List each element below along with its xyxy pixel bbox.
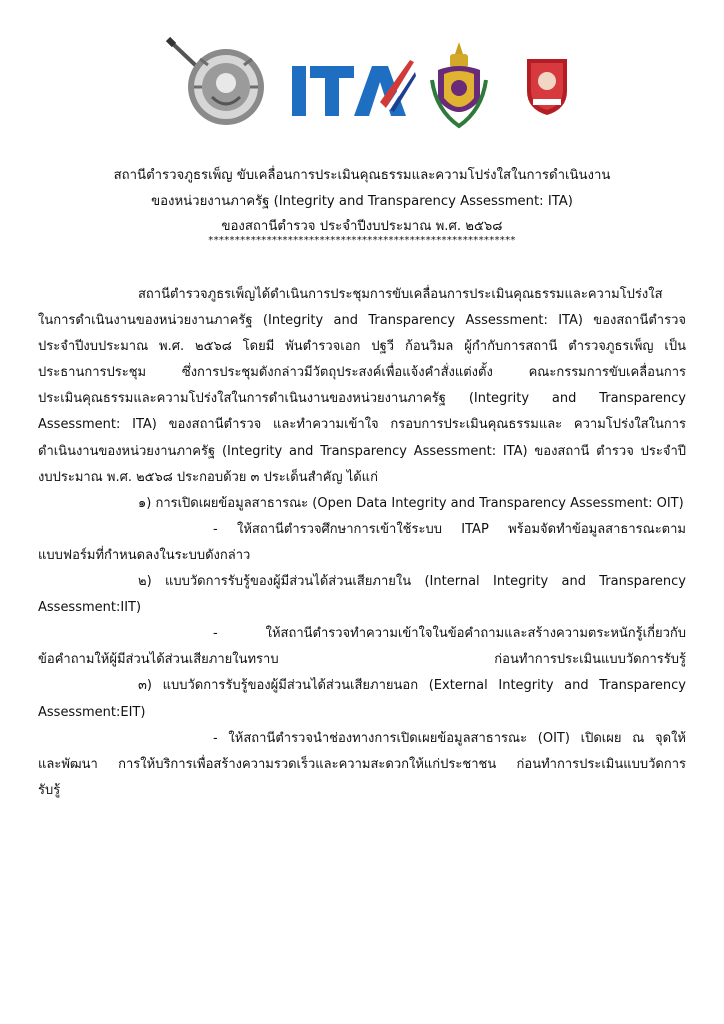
item-2-heading: ๒) แบบวัดการรับรู้ของผู้มีส่วนได้ส่วนเสียภายใน (Internal Integrity and Transparency [138, 574, 686, 590]
paragraph-line: ประเมินคุณธรรมและความโปร่งใสในการดำเนินงานของหน่วยงานภาครัฐ (Integrity and Transparency [38, 391, 686, 407]
ita-logo-icon [288, 58, 416, 120]
paragraph-line: ในการดำเนินงานของหน่วยงานภาครัฐ (Integrity and Transparency Assessment: ITA) ของสถานีตำรวจ [38, 313, 686, 329]
paragraph-line: Assessment: ITA) ของสถานีตำรวจ และทำความเข้าใจ กรอบการประเมินคุณธรรมและ ความโปร่งใสในการ [38, 417, 686, 433]
title-line-2: ของหน่วยงานภาครัฐ (Integrity and Transparency Assessment: ITA) [151, 194, 573, 209]
ministry-crest-icon [430, 40, 488, 130]
separator-stars: ********************************************************** [208, 235, 516, 246]
item-2-bullet: - ให้สถานีตำรวจทำความเข้าใจในข้อคำถามและสร้างความตระหนักรู้เกี่ยวกับ [213, 626, 686, 642]
item-2-bullet-cont [38, 647, 686, 673]
royal-thai-police-emblem-icon [164, 35, 274, 130]
paragraph-line: งบประมาณ พ.ศ. ๒๕๖๘ ประกอบด้วย ๓ ประเด็นสำคัญ ได้แก่ [38, 469, 378, 485]
item-2-bullet-cont-left: ข้อคำถามให้ผู้มีส่วนได้ส่วนเสียภายในทราบ [38, 652, 279, 668]
police-shield-icon [523, 55, 571, 117]
paragraph-line: ดำเนินงานของหน่วยงานภาครัฐ (Integrity and Transparency Assessment: ITA) ของสถานี ตำรวจ ประจำปี [38, 443, 686, 459]
paragraph-line: ประจำปีงบประมาณ พ.ศ. ๒๕๖๘ โดยมี พันตำรวจเอก ปฐวี ก้อนวิมล ผู้กำกับการสถานี ตำรวจภูธรเพ็ญ เป็น [38, 339, 686, 355]
paragraph-line: ประธานการประชุม ซึ่งการประชุมดังกล่าวมีวัตถุประสงค์เพื่อแจ้งคำสั่งแต่งตั้ง คณะกรรมการขับเคลื่อนการ [38, 365, 686, 381]
svg-text:ITA: ITA [352, 104, 354, 105]
paragraph-line: สถานีตำรวจภูธรเพ็ญได้ดำเนินการประชุมการขับเคลื่อนการประเมินคุณธรรมและความโปร่งใส [138, 287, 663, 302]
article-body [38, 282, 686, 804]
item-3-heading-cont: Assessment:EIT) [38, 704, 146, 720]
item-2-heading-cont: Assessment:IIT) [38, 600, 142, 616]
item-1-heading: ๑) การเปิดเผยข้อมูลสาธารณะ (Open Data Integrity and Transparency Assessment: OIT) [138, 495, 684, 511]
logo-row [0, 30, 724, 135]
title-line-1: สถานีตำรวจภูธรเพ็ญ ขับเคลื่อนการประเมินคุณธรรมและความโปร่งใสในการดำเนินงาน [113, 168, 611, 183]
item-1-bullet: - ให้สถานีตำรวจศึกษาการเข้าใช้ระบบ ITAP พร้อมจัดทำข้อมูลสาธารณะตาม [213, 521, 686, 537]
item-2-bullet-cont-right: ก่อนทำการประเมินแบบวัดการรับรู้ [494, 652, 686, 668]
item-3-bullet: - ให้สถานีตำรวจนำช่องทางการเปิดเผยข้อมูลสาธารณะ (OIT) เปิดเผย ณ จุดให้ [213, 730, 686, 746]
item-3-bullet-cont: และพัฒนา การให้บริการเพื่อสร้างความรวดเร็วและความสะดวกให้แก่ประชาชน ก่อนทำการประเมินแบบวัดการ [38, 756, 686, 772]
item-1-bullet-cont: แบบฟอร์มที่กำหนดลงในระบบดังกล่าว [38, 547, 251, 563]
item-3-heading: ๓) แบบวัดการรับรู้ของผู้มีส่วนได้ส่วนเสียภายนอก (External Integrity and Transparency [138, 678, 686, 694]
item-3-bullet-end: รับรู้ [38, 782, 61, 798]
title-line-3: ของสถานีตำรวจ ประจำปีงบประมาณ พ.ศ. ๒๕๖๘ [221, 219, 503, 234]
